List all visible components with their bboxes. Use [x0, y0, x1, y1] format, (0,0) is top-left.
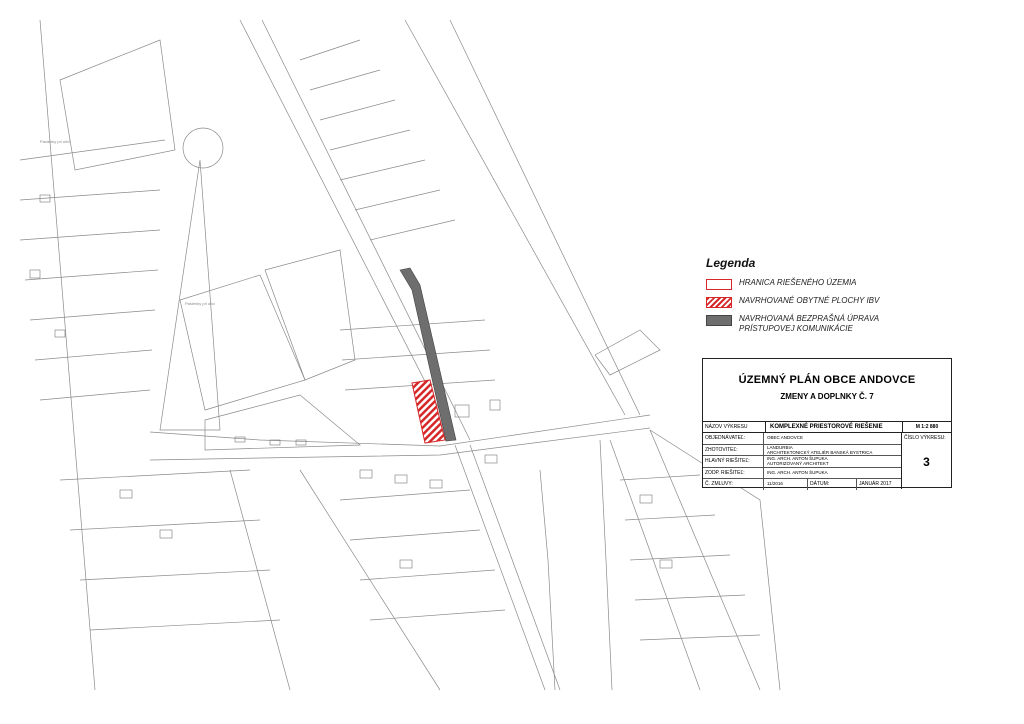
- drawing-no: 3: [923, 455, 930, 469]
- parcel-line: [80, 570, 270, 580]
- parcel: [265, 250, 355, 380]
- info-row: [703, 468, 901, 480]
- parcel: [60, 40, 175, 170]
- road-edge: [240, 20, 455, 440]
- parcel-line: [330, 130, 410, 150]
- building: [30, 270, 40, 278]
- land-label: Pasienky pri ulici: [40, 139, 70, 144]
- parcel-line: [630, 555, 730, 560]
- legend-label: NAVRHOVANÁ BEZPRAŠNÁ ÚPRAVA PRÍSTUPOVEJ KOMUNIKÁCIE: [739, 314, 879, 333]
- parcel-line: [355, 190, 440, 210]
- chief-line: AUTORIZOVANÝ ARCHITEKT: [767, 461, 829, 466]
- parcel-line: [230, 470, 290, 690]
- date: JANUÁR 2017: [856, 479, 901, 490]
- land-label: Pasienky pri ulici: [185, 301, 215, 306]
- parcel-line: [635, 595, 745, 600]
- responsible-label: ZODP. RIEŠITEĽ:: [703, 468, 764, 479]
- road-edge: [470, 445, 560, 690]
- building: [395, 475, 407, 483]
- building: [640, 495, 652, 503]
- stream-edge: [540, 470, 555, 690]
- building: [296, 440, 306, 445]
- legend-item-road: [706, 314, 946, 334]
- client: OBEC ANDOVCE: [767, 435, 804, 440]
- info-rows: [703, 433, 902, 489]
- sheet-name: KOMPLEXNÉ PRIESTOROVÉ RIEŠENIE: [770, 424, 883, 430]
- parcel-line: [310, 70, 380, 90]
- info-row: [703, 433, 901, 445]
- parcel-line: [183, 128, 223, 168]
- stream-edge: [600, 440, 612, 690]
- building: [430, 480, 442, 488]
- parcel-line: [90, 620, 280, 630]
- parcel-line: [60, 470, 250, 480]
- info-row: [703, 445, 901, 457]
- parcel-line: [20, 230, 160, 240]
- building: [160, 530, 172, 538]
- plan-subtitle: ZMENY A DOPLNKY Č. 7: [780, 392, 874, 401]
- parcel-line: [40, 390, 150, 400]
- drawing-no-label: ČÍSLO VÝKRESU:: [904, 435, 946, 441]
- plan-title: ÚZEMNÝ PLÁN OBCE ANDOVCE: [738, 374, 916, 386]
- building: [660, 560, 672, 568]
- contractor: [764, 445, 901, 456]
- date-label: DÁTUM:: [807, 479, 856, 490]
- contractor-line: ARCHITEKTONICKÝ ATELIÉR BANSKÁ BYSTRICA: [767, 449, 873, 455]
- road-edge: [150, 415, 650, 446]
- chief-label: HLAVNÝ RIEŠITEĽ:: [703, 456, 764, 467]
- chief: [764, 456, 901, 467]
- road-edge: [455, 445, 545, 690]
- info-row: [703, 456, 901, 468]
- responsible: ING. ARCH. ANTON ŠUPUKA: [767, 469, 828, 475]
- road-edge: [450, 20, 640, 415]
- title-block: [702, 358, 952, 488]
- title-block-body: [703, 433, 951, 489]
- chief-line: ING. ARCH. ANTON ŠUPUKA: [767, 456, 828, 461]
- legend-item-residential: [706, 296, 946, 308]
- title-block-header: [703, 359, 951, 422]
- parcel-line: [640, 635, 760, 640]
- sheet-name-label: NÁZOV VÝKRESU: [703, 422, 766, 432]
- building: [120, 490, 132, 498]
- legend-label: HRANICA RIEŠENÉHO ÚZEMIA: [739, 278, 857, 287]
- parcel: [595, 330, 660, 375]
- parcel-line: [30, 310, 155, 320]
- building: [400, 560, 412, 568]
- parcel: [180, 275, 305, 410]
- contractor-label: ZHOTOVITEĽ:: [703, 445, 764, 456]
- drawing-number-cell: [902, 433, 951, 489]
- building: [485, 455, 497, 463]
- road-edge: [150, 428, 650, 460]
- parcel-line: [350, 530, 480, 540]
- parcel-line: [160, 160, 220, 430]
- legend-item-boundary: [706, 278, 946, 290]
- info-row: [703, 479, 901, 490]
- legend-label: NAVRHOVANÉ OBYTNÉ PLOCHY IBV: [739, 296, 880, 305]
- scale: M 1:2 880: [902, 422, 951, 432]
- building: [455, 405, 469, 417]
- parcel-line: [620, 475, 700, 480]
- sheet-row: [703, 422, 951, 433]
- legend-title: Legenda: [706, 256, 756, 270]
- parcel-line: [300, 470, 440, 690]
- road-swatch-icon: [706, 315, 732, 326]
- parcel-line: [35, 350, 152, 360]
- parcel-line: [370, 220, 455, 240]
- parcel-line: [340, 490, 470, 500]
- parcel-line: [70, 520, 260, 530]
- legend: [706, 256, 946, 340]
- hatch-swatch-icon: [706, 297, 732, 308]
- parcel-line: [342, 350, 490, 360]
- parcel-line: [625, 515, 715, 520]
- building: [55, 330, 65, 337]
- building: [360, 470, 372, 478]
- boundary-swatch-icon: [706, 279, 732, 290]
- building: [490, 400, 500, 410]
- contractor-line: LANDURBIA: [767, 444, 793, 450]
- parcel-line: [340, 160, 425, 180]
- contract: 11/2016: [767, 481, 783, 486]
- client-label: OBJEDNÁVATEĽ:: [703, 433, 764, 444]
- contract-label: Č. ZMLUVY:: [703, 479, 764, 490]
- parcel-line: [360, 570, 495, 580]
- parcel-line: [40, 20, 95, 690]
- parcel-line: [320, 100, 395, 120]
- road-edge: [405, 20, 625, 415]
- parcel-line: [340, 320, 485, 330]
- parcel-line: [300, 40, 360, 60]
- parcel-line: [25, 270, 158, 280]
- building: [235, 437, 245, 442]
